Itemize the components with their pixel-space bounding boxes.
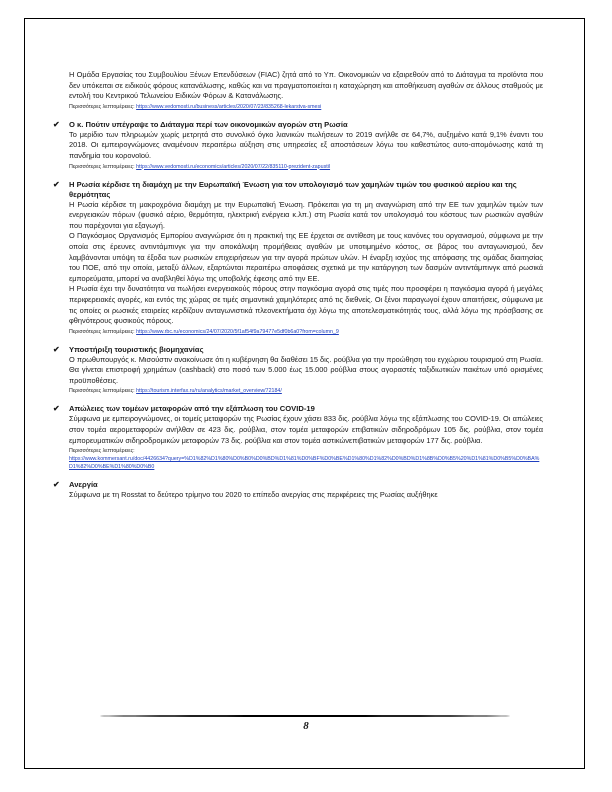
section-more-details	[53, 163, 543, 171]
more-details-label: Περισσότερες λεπτομέρειες:	[69, 103, 135, 110]
intro-paragraph: Η Ομάδα Εργασίας του Συμβουλίου Ξένων Επενδύσεων (FIAC) ζητά από το Υπ. Οικονομικών να εξαιρεθούν από το Διάταγμα τα προϊόντα που δεν υπόκειται σε ειδικούς φόρους κατανάλωσης, καθώς και να πραγματοποιείται η καταχώρηση και αποθήκευση αγαθών σε άλλους σταθμούς με εντολή του Κεντρικού Τελωνείου Ειδικών Φόρων & Κατανάλωσης.	[69, 70, 543, 101]
source-link[interactable]: https://tourism.interfax.ru/ru/analytics/market_overview/72184/	[136, 388, 282, 395]
news-section	[53, 345, 543, 396]
source-link[interactable]: https://www.kommersant.ru/doc/4426634?query=%D1%82%D1%80%D0%B0%D0%BD%D1%81%D0%BF%D0%BE%D1%80%D1%82%D0%BD%D1%8B%D0%B5%20%D1%81%D0%B5%D0%BA%D1%82%D0%BE%D1%80%D0%B0	[69, 456, 540, 471]
source-link[interactable]: https://www.vedomosti.ru/economics/articles/2020/07/22/835110-prezident-zapustil	[136, 163, 331, 170]
section-paragraph: Η Ρωσία έχει την δυνατότητα να πωλήσει ενεργειακούς πόρους στην παγκόσμια αγορά στις τιμές που προσφέρει η παγκόσμια αγορά ή μεγάλες περιφερειακές αγορές, και εντός της χώρας σε τιμές σημαντικά χαμηλότερες από τις διεθνείς. Οι ξένοι παραγωγοί έχουν απαιτήσεις, σύμφωνα με τις οποίες οι ρωσικές εταιρείες κερδίζουν ανταγωνιστικά πλεονεκτήματα όχι λόγω της αποτελεσματικότητάς τους, αλλά λόγω της πρόσβασης σε φθηνότερους φυσικούς πόρους.	[69, 284, 543, 326]
section-paragraph: Ο Παγκόσμιος Οργανισμός Εμπορίου αναγνώρισε ότι η πρακτική της ΕΕ έρχεται σε αντίθεση με τους κανόνες του οργανισμού, σύμφωνα με την οποία στις έρευνες αντιντάμπινγκ για την αποκάλυψη προμήθειας αγαθών με υποτιμημένο κόστος, σε βάρος του ανταγωνισμού, δεν λαμβάνονται υπόψη τα έξοδα των ρωσικών επιχειρήσεων για την αγορά πρώτων υλών. Η έναρξη ισχύος της απόφασης της ομάδας διαιτησίας του ΠΟΕ, από την οποία, μεταξύ άλλων, εξαρτώνται περαιτέρω αποφάσεις σχετικά με την κατάργηση των δασμών αντιντάμπινγκ από ρωσικά εμπορεύματα, μπορεί να αναβληθεί λόγω της υποβολής έφεσης από την ΕΕ.	[69, 231, 543, 283]
section-paragraph: Σύμφωνα με εμπειρογνώμονες, οι τομείς μεταφορών της Ρωσίας έχουν χάσει 833 δις. ρούβλια λόγω της εξάπλωσης του COVID-19. Οι απώλειες στον τομέα αερομεταφορών ανήλθαν σε 423 δις. ρούβλια, στον τομέα μεταφορών επιβατικών σιδηροδρόμων 105 δις. ρούβλια, στον τομέα εμπορευματικών σιδηροδρομικών μεταφορών 73 δις. ρούβλια και στον τομέα αστικώνεπιβατικών μεταφορών 177 δις. ρούβλια.	[69, 414, 543, 445]
section-title: Ανεργία	[69, 480, 98, 490]
intro-more-details	[53, 103, 543, 111]
section-paragraph: Ο πρωθυπουργός κ. Μισούστιν ανακοίνωσε ότι η κυβέρνηση θα διαθέσει 15 δις. ρούβλια για την προώθηση του εγχώριου τουρισμού στη Ρωσία. Θα γίνεται επιστροφή χρημάτων (cashback) στο ποσό των 5.000 έως 15.000 ρούβλια στους αγοραστές ταξιδιωτικών πακέτων υπό ορισμένες προϋποθέσεις.	[69, 354, 543, 385]
more-details-label: Περισσότερες λεπτομέρειες:	[69, 328, 135, 335]
section-title: Ο κ. Πούτιν υπέγραψε το Διάταγμα περί των οικονομικών αγορών στη Ρωσία	[69, 119, 348, 129]
footer-divider	[100, 715, 510, 717]
news-section	[53, 180, 543, 336]
section-paragraph: Σύμφωνα με τη Rosstat το δεύτερο τρίμηνο του 2020 το επίπεδο ανεργίας στις περιφέρειες της Ρωσίας αυξήθηκε	[69, 490, 438, 500]
more-details-label: Περισσότερες λεπτομέρειες:	[69, 448, 135, 455]
section-title: Απώλειες των τομέων μεταφορών από την εξάπλωση του COVID-19	[69, 404, 315, 414]
checkmark-icon: ✔	[53, 179, 60, 189]
section-title: Η Ρωσία κέρδισε τη διαμάχη με την Ευρωπαϊκή Ένωση για τον υπολογισμό των χαμηλών τιμών του φυσικού αερίου και της θερμότητας	[69, 179, 517, 199]
section-more-details	[53, 328, 543, 336]
news-section	[53, 120, 543, 171]
section-more-details	[53, 447, 543, 455]
section-more-details	[53, 387, 543, 395]
section-paragraph: Η Ρωσία κέρδισε τη μακροχρόνια διαμάχη με την Ευρωπαϊκή Ένωση. Πρόκειται για τη μη αναγνώριση από την ΕΕ των χαμηλών τιμών των ενεργειακών πόρων (φυσικό αέριο, θερμότητα, ηλεκτρική ενέργεια κ.λπ.) στη Ρωσία κατά τον υπολογισμό του κόστους των ρωσικών αγαθών που παρέχονται για εξαγωγή.	[69, 199, 543, 230]
section-title: Υποστήριξη τουριστικής βιομηχανίας	[69, 344, 204, 354]
more-details-label: Περισσότερες λεπτομέρειες:	[69, 388, 135, 395]
news-section	[53, 404, 543, 471]
checkmark-icon: ✔	[53, 404, 60, 414]
checkmark-icon: ✔	[53, 480, 60, 490]
more-details-label: Περισσότερες λεπτομέρειες:	[69, 163, 135, 170]
page-content	[53, 70, 543, 501]
section-paragraph: Το μερίδιο των πληρωμών χωρίς μετρητά στο συνολικό όγκο λιανικών πωλήσεων το 2019 ανήλθε σε 64,7%, αυξημένο κατά 9,1% έναντι του 2018. Οι εμπειρογνώμονες αναμένουν περαιτέρω αύξηση στις υπηρεσίες εξ αποστάσεων λόγω του καθεστώτος αυτο-απομόνωσης κατά τη πανδημία του κορονοϊού.	[69, 129, 543, 160]
source-link[interactable]: https://www.rbc.ru/economics/24/07/2020/5f1af54f9a79477e5df0b6a0?from=column_9	[136, 328, 339, 335]
source-link[interactable]: https://www.vedomosti.ru/business/articles/2020/07/23/835268-lekarstva-smesi	[136, 103, 322, 110]
page-number: 8	[303, 720, 309, 732]
checkmark-icon: ✔	[53, 344, 60, 354]
checkmark-icon: ✔	[53, 119, 60, 129]
news-section	[53, 480, 543, 501]
